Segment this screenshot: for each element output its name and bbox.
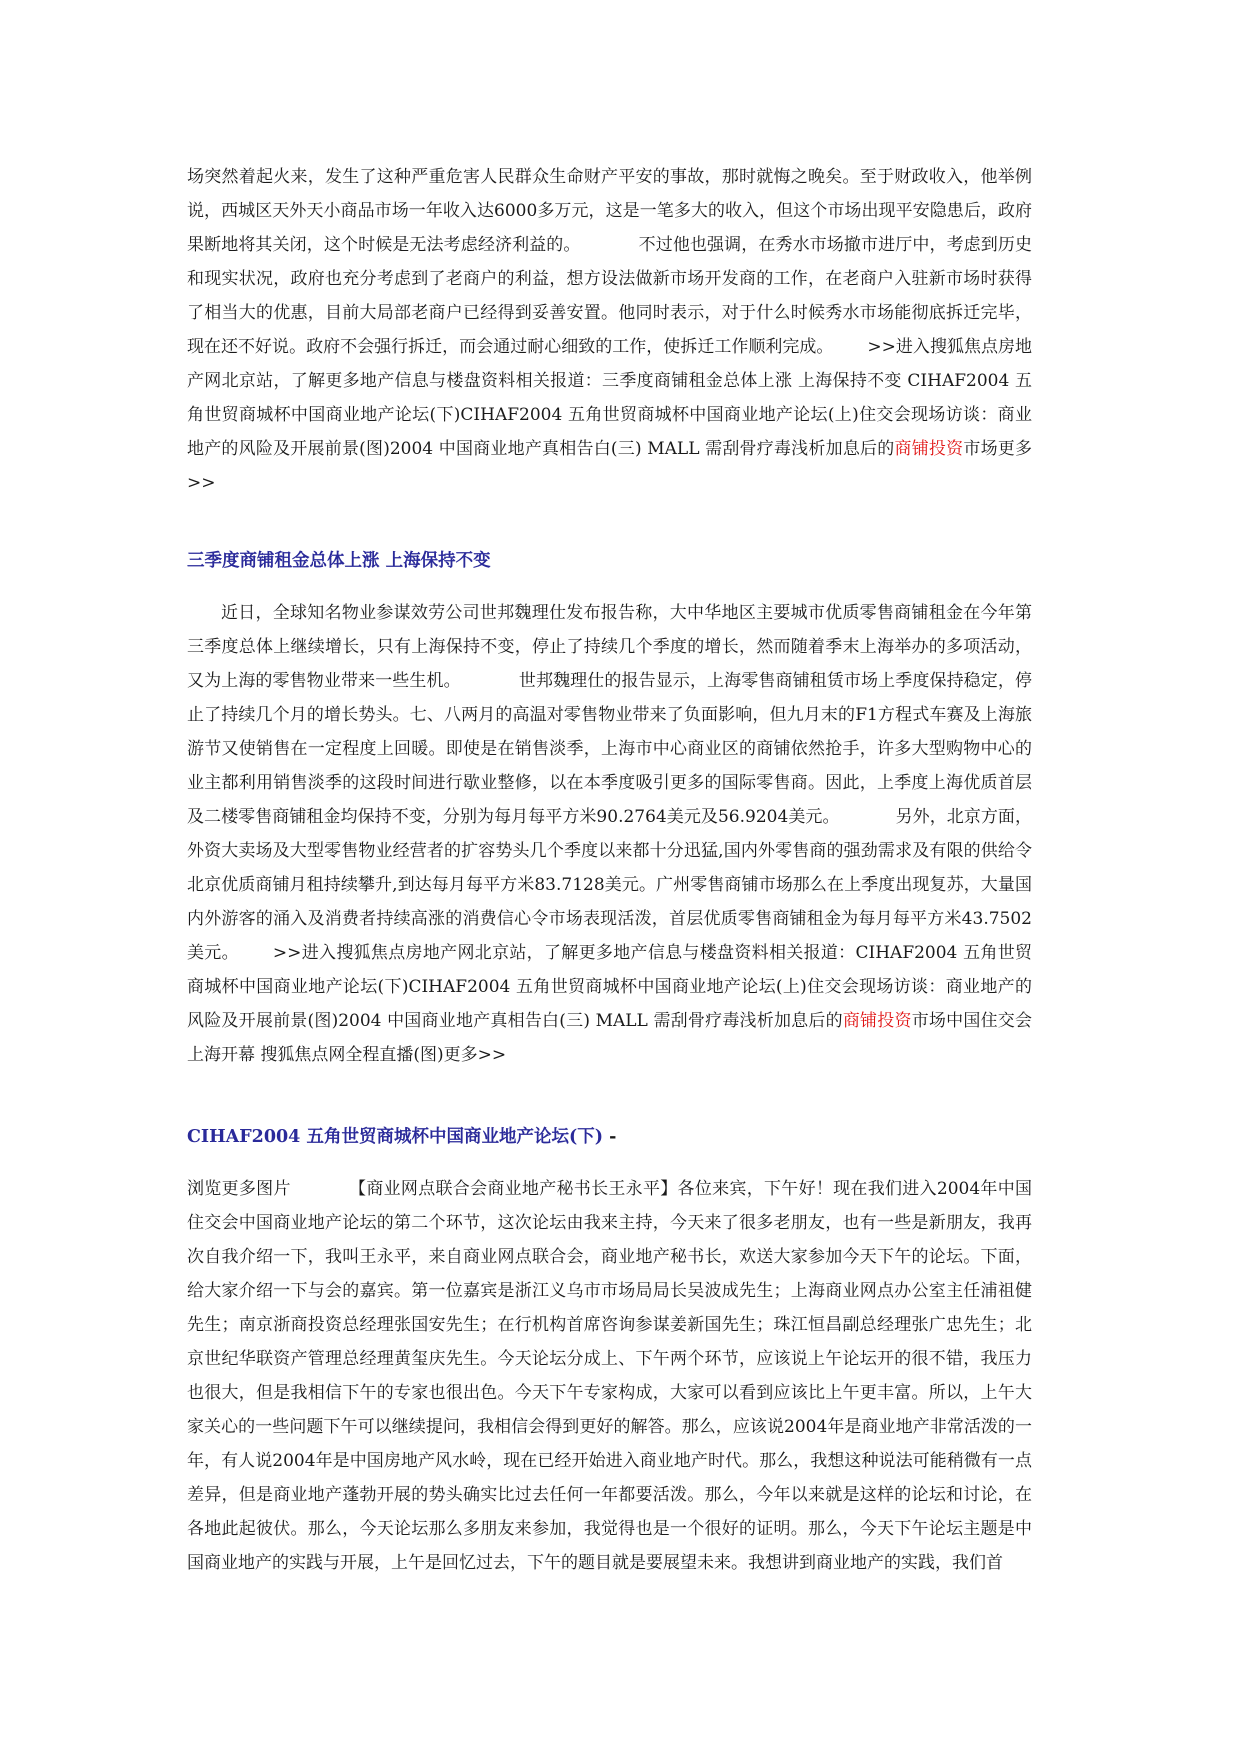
document-page [187,160,1032,1580]
intro-more-link[interactable]: 市场更多>> [187,439,1033,493]
shop-investment-link[interactable]: 商铺投资 [842,1011,912,1031]
more-images-link[interactable]: 浏览更多图片 [187,1179,291,1199]
forum-article-paragraph [187,1172,1032,1580]
intro-text-a: 场突然着起火来，发生了这种严重危害人民群众生命财产平安的事故，那时就悔之晚矣。至于财政收入，他举例说，西城区天外天小商品市场一年收入达6000多万元，这是一笔多大的收入，但这个市场出现平安隐患后，政府果断地将其关闭，这个时候是无法考虑经济利益的。 [187,167,1032,255]
intro-paragraph [187,160,1032,500]
rent-related-links[interactable]: >>进入搜狐焦点房地产网北京站，了解更多地产信息与楼盘资料相关报道：CIHAF2004 五角世贸商城杯中国商业地产论坛(下)CIHAF2004 五角世贸商城杯中国商业地产论坛(上)住交会现场访谈：商业地产的风险及开展前景(图)2004 中国商业地产真相告白(三) MALL 需刮骨疗毒浅析加息后的 [187,943,1032,1031]
shop-investment-link[interactable]: 商铺投资 [894,439,964,459]
rent-more-link[interactable]: 市场中国住交会上海开幕 搜狐焦点网全程直播(图)更多>> [187,1011,1033,1065]
forum-title-suffix: - [603,1127,617,1147]
intro-related-links[interactable]: >>进入搜狐焦点房地产网北京站，了解更多地产信息与楼盘资料相关报道：三季度商铺租金总体上涨 上海保持不变 CIHAF2004 五角世贸商城杯中国商业地产论坛(下)CIHAF2004 五角世贸商城杯中国商业地产论坛(上)住交会现场访谈：商业地产的风险及开展前景(图)2004 中国商业地产真相告白(三) MALL 需刮骨疗毒浅析加息后的 [187,337,1032,459]
forum-text: 【商业网点联合会商业地产秘书长王永平】各位来宾，下午好！现在我们进入2004年中国住交会中国商业地产论坛的第二个环节，这次论坛由我来主持，今天来了很多老朋友，也有一些是新朋友，我再次自我介绍一下，我叫王永平，来自商业网点联合会，商业地产秘书长，欢送大家参加今天下午的论坛。下面，给大家介绍一下与会的嘉宾。第一位嘉宾是浙江义乌市市场局局长吴波成先生；上海商业网点办公室主任浦祖健先生；南京浙商投资总经理张国安先生；在行机构首席咨询参谋姜新国先生；珠江恒昌副总经理张广忠先生；北京世纪华联资产管理总经理黄玺庆先生。今天论坛分成上、下午两个环节，应该说上午论坛开的很不错，我压力也很大，但是我相信下午的专家也很出色。今天下午专家构成，大家可以看到应该比上午更丰富。所以，上午大家关心的一些问题下午可以继续提问，我相信会得到更好的解答。那么，应该说2004年是商业地产非常活泼的一年，有人说2004年是中国房地产风水岭，现在已经开始进入商业地产时代。那么，我想这种说法可能稍微有一点差异，但是商业地产蓬勃开展的势头确实比过去任何一年都要活泼。那么，今年以来就是这样的论坛和讨论，在各地此起彼伏。那么，今天论坛那么多朋友来参加，我觉得也是一个很好的证明。那么，今天下午论坛主题是中国商业地产的实践与开展，上午是回忆过去，下午的题目就是要展望未来。我想讲到商业地产的实践，我们首 [187,1179,1033,1573]
rent-article-paragraph [187,596,1032,1072]
rent-text-a: 近日，全球知名物业参谋效劳公司世邦魏理仕发布报告称，大中华地区主要城市优质零售商铺租金在今年第三季度总体上继续增长，只有上海保持不变，停止了持续几个季度的增长，然而随着季末上海举办的多项活动，又为上海的零售物业带来一些生机。 [187,603,1032,691]
rent-text-c: 另外，北京方面，外资大卖场及大型零售物业经营者的扩容势头几个季度以来都十分迅猛,国内外零售商的强劲需求及有限的供给令北京优质商铺月租持续攀升,到达每月每平方米83.7128美元。广州零售商铺市场那么在上季度出现复苏，大量国内外游客的涌入及消费者持续高涨的消费信心令市场表现活泼，首层优质零售商铺租金为每月每平方米43.7502美元。 [187,807,1032,963]
intro-text-b: 不过他也强调，在秀水市场撤市进厅中，考虑到历史和现实状况，政府也充分考虑到了老商户的利益，想方设法做新市场开发商的工作，在老商户入驻新市场时获得了相当大的优惠，目前大局部老商户已经得到妥善安置。他同时表示，对于什么时候秀水市场能彻底拆迁完毕，现在还不好说。政府不会强行拆迁，而会通过耐心细致的工作，使拆迁工作顺利完成。 [187,235,1032,357]
article-title-rent[interactable]: 三季度商铺租金总体上涨 上海保持不变 [187,551,491,571]
rent-text-b: 世邦魏理仕的报告显示，上海零售商铺租赁市场上季度保持稳定，停止了持续几个月的增长势头。七、八两月的高温对零售物业带来了负面影响，但九月末的F1方程式车赛及上海旅游节又使销售在一定程度上回暖。即使是在销售淡季，上海市中心商业区的商铺依然抢手，许多大型购物中心的业主都利用销售淡季的这段时间进行歇业整修，以在本季度吸引更多的国际零售商。因此，上季度上海优质首层及二楼零售商铺租金均保持不变，分别为每月每平方米90.2764美元及56.9204美元。 [187,671,1033,827]
forum-title-text[interactable]: CIHAF2004 五角世贸商城杯中国商业地产论坛(下) [187,1127,604,1147]
article-title-forum[interactable] [187,1120,1032,1154]
